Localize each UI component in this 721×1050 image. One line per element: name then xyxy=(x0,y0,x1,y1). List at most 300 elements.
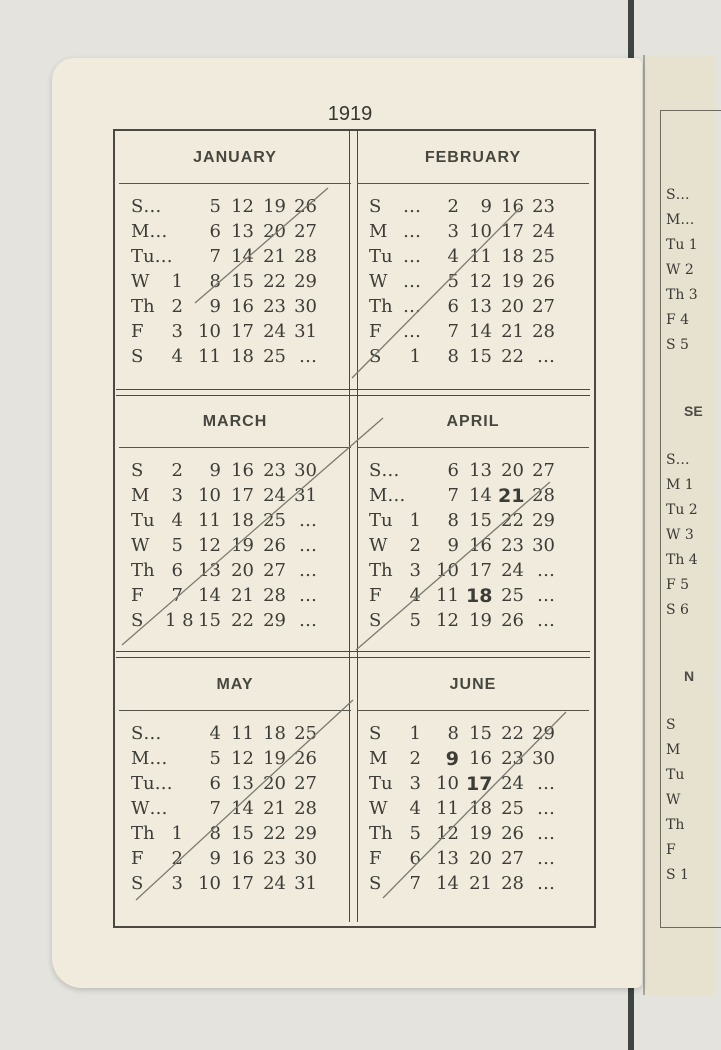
date-cell: 18 xyxy=(501,246,524,267)
date-cell: … xyxy=(537,560,555,581)
date-cell: 13 xyxy=(231,221,254,242)
date-cell: 22 xyxy=(263,271,286,292)
weekday-label: F xyxy=(131,848,144,869)
date-cell: 14 xyxy=(469,321,492,342)
date-cell: 7 xyxy=(209,246,221,267)
month-rule xyxy=(119,710,351,711)
date-cell: 19 xyxy=(231,535,254,556)
next-page-row: Tu xyxy=(666,767,685,783)
month-rule xyxy=(119,183,351,184)
month-may xyxy=(117,658,353,920)
date-cell: 25 xyxy=(501,585,524,606)
weekday-label: M xyxy=(131,485,150,506)
date-cell: … xyxy=(299,610,317,631)
weekday-row xyxy=(369,723,589,748)
date-cell: 14 xyxy=(198,585,221,606)
date-cell: 19 xyxy=(263,196,286,217)
page-title: 1919 xyxy=(327,103,373,125)
date-cell: 13 xyxy=(198,560,221,581)
date-cell: … xyxy=(299,510,317,531)
next-page-row: Tu 1 xyxy=(666,237,698,253)
date-cell: 12 xyxy=(436,610,459,631)
date-cell: 29 xyxy=(294,271,317,292)
weekday-row xyxy=(131,848,351,873)
date-cell: 15 xyxy=(231,823,254,844)
weekday-label: S… xyxy=(131,196,162,217)
date-cell: 7 xyxy=(447,485,459,506)
weekday-label: Th xyxy=(369,823,393,844)
date-cell: 21 xyxy=(498,485,525,507)
date-cell: 15 xyxy=(469,723,492,744)
date-cell: 24 xyxy=(263,873,286,894)
date-cell: 5 xyxy=(409,823,421,844)
date-cell: … xyxy=(537,823,555,844)
date-cell: … xyxy=(299,535,317,556)
weekday-row xyxy=(131,723,351,748)
date-cell: … xyxy=(403,246,421,267)
date-cell: 30 xyxy=(294,848,317,869)
date-cell: … xyxy=(537,346,555,367)
date-cell: 22 xyxy=(263,823,286,844)
weekday-row xyxy=(131,246,351,271)
weekday-label: Th xyxy=(369,560,393,581)
date-cell: 5 xyxy=(209,196,221,217)
weekday-label: Th xyxy=(131,296,155,317)
weekday-label: Tu xyxy=(369,510,393,531)
weekday-label: S xyxy=(369,346,382,367)
date-cell: 27 xyxy=(532,460,555,481)
weekday-row xyxy=(131,873,351,898)
date-cell: 16 xyxy=(231,460,254,481)
weekday-row xyxy=(369,773,589,798)
date-cell: 3 xyxy=(447,221,459,242)
date-cell: 28 xyxy=(532,485,555,506)
date-cell: 20 xyxy=(501,296,524,317)
date-cell: … xyxy=(537,848,555,869)
date-cell: 7 xyxy=(409,873,421,894)
date-cell: 18 xyxy=(263,723,286,744)
weekday-label: Th xyxy=(369,296,393,317)
date-cell: 5 xyxy=(447,271,459,292)
weekday-label: Tu… xyxy=(131,246,173,267)
date-cell: 26 xyxy=(294,196,317,217)
date-cell: 2 xyxy=(447,196,459,217)
date-cell: 26 xyxy=(263,535,286,556)
weekday-row xyxy=(369,460,589,485)
date-cell: … xyxy=(537,585,555,606)
date-cell: 24 xyxy=(501,773,524,794)
date-cell: 30 xyxy=(532,535,555,556)
date-cell: 28 xyxy=(263,585,286,606)
weekday-label: S… xyxy=(369,460,400,481)
weekday-label: Tu xyxy=(131,510,155,531)
weekday-label: W xyxy=(131,271,150,292)
date-cell: 21 xyxy=(263,246,286,267)
date-cell: 25 xyxy=(263,346,286,367)
date-cell: 29 xyxy=(294,823,317,844)
next-page-row: Th 3 xyxy=(666,287,698,303)
weekday-row xyxy=(131,510,351,535)
weekday-label: Tu xyxy=(369,246,393,267)
weekday-label: W xyxy=(131,535,150,556)
weekday-label: S xyxy=(369,610,382,631)
next-page-row: S… xyxy=(666,187,690,203)
date-cell: 4 xyxy=(171,346,183,367)
date-cell: … xyxy=(537,773,555,794)
date-cell: 8 xyxy=(209,271,221,292)
date-cell: 7 xyxy=(209,798,221,819)
date-cell: 6 xyxy=(209,773,221,794)
date-cell: 2 xyxy=(409,748,421,769)
date-cell: 10 xyxy=(436,560,459,581)
date-cell: 6 xyxy=(409,848,421,869)
weekday-row xyxy=(369,246,589,271)
weekday-row xyxy=(369,748,589,773)
next-page-row: F xyxy=(666,842,676,858)
date-cell: 11 xyxy=(436,585,459,606)
date-cell: 8 xyxy=(447,510,459,531)
month-rule xyxy=(119,447,351,448)
date-cell: 30 xyxy=(532,748,555,769)
month-rule xyxy=(357,447,589,448)
date-cell: 14 xyxy=(231,246,254,267)
weekday-row xyxy=(369,610,589,635)
date-cell: 16 xyxy=(231,848,254,869)
weekday-row xyxy=(131,585,351,610)
weekday-row xyxy=(131,346,351,371)
weekday-label: Tu xyxy=(369,773,393,794)
date-cell: 16 xyxy=(501,196,524,217)
next-page-row: S 5 xyxy=(666,337,689,353)
date-cell: 9 xyxy=(480,196,492,217)
weekday-row xyxy=(369,873,589,898)
date-cell: 10 xyxy=(198,485,221,506)
date-cell: 5 xyxy=(171,535,183,556)
date-cell: 27 xyxy=(294,221,317,242)
date-cell: 29 xyxy=(263,610,286,631)
date-cell: … xyxy=(403,296,421,317)
date-cell: 20 xyxy=(263,773,286,794)
date-cell: 11 xyxy=(231,723,254,744)
date-cell: 29 xyxy=(532,510,555,531)
weekday-label: S xyxy=(369,873,382,894)
weekday-row xyxy=(369,535,589,560)
date-cell: 18 xyxy=(231,346,254,367)
weekday-label: W… xyxy=(131,798,168,819)
date-cell: 15 xyxy=(231,271,254,292)
date-cell: 3 xyxy=(409,773,421,794)
date-cell: 21 xyxy=(263,798,286,819)
date-cell: … xyxy=(299,585,317,606)
weekday-label: F xyxy=(131,585,144,606)
date-cell: 30 xyxy=(294,296,317,317)
month-name: MARCH xyxy=(202,413,268,430)
weekday-row xyxy=(369,585,589,610)
month-june xyxy=(355,658,591,920)
date-cell: 14 xyxy=(231,798,254,819)
weekday-row xyxy=(369,221,589,246)
date-cell: 28 xyxy=(532,321,555,342)
date-cell: 1 xyxy=(409,723,421,744)
weekday-row xyxy=(369,798,589,823)
date-cell: 22 xyxy=(501,346,524,367)
date-cell: 14 xyxy=(436,873,459,894)
date-cell: 19 xyxy=(263,748,286,769)
date-cell: 30 xyxy=(294,460,317,481)
next-page-row: S… xyxy=(666,452,690,468)
date-cell: 21 xyxy=(231,585,254,606)
date-cell: 9 xyxy=(209,848,221,869)
date-cell: 18 xyxy=(466,585,493,607)
date-cell: 23 xyxy=(263,460,286,481)
date-cell: 3 xyxy=(409,560,421,581)
date-cell: 4 xyxy=(171,510,183,531)
date-cell: 17 xyxy=(231,873,254,894)
date-cell: 20 xyxy=(501,460,524,481)
date-cell: 8 xyxy=(447,723,459,744)
date-cell: 11 xyxy=(436,798,459,819)
date-cell: 19 xyxy=(501,271,524,292)
weekday-label: M… xyxy=(369,485,406,506)
date-cell: … xyxy=(299,560,317,581)
date-cell: 24 xyxy=(263,321,286,342)
weekday-label: Tu… xyxy=(131,773,173,794)
date-cell: 15 xyxy=(469,510,492,531)
date-cell: 31 xyxy=(294,321,317,342)
date-cell: 25 xyxy=(501,798,524,819)
date-cell: 22 xyxy=(231,610,254,631)
weekday-row xyxy=(131,321,351,346)
date-cell: 31 xyxy=(294,873,317,894)
date-cell: 29 xyxy=(532,723,555,744)
date-cell: 10 xyxy=(198,321,221,342)
next-page-row: Th 4 xyxy=(666,552,698,568)
date-cell: 9 xyxy=(445,748,459,770)
weekday-label: F xyxy=(369,848,382,869)
date-cell: 8 xyxy=(447,346,459,367)
date-cell: 24 xyxy=(501,560,524,581)
weekday-row xyxy=(369,823,589,848)
date-cell: 17 xyxy=(231,321,254,342)
weekday-row xyxy=(369,485,589,510)
weekday-row xyxy=(131,296,351,321)
month-april xyxy=(355,395,591,657)
weekday-label: M… xyxy=(131,748,168,769)
date-cell: 22 xyxy=(501,510,524,531)
date-cell: 16 xyxy=(469,748,492,769)
weekday-row xyxy=(369,321,589,346)
date-cell: 19 xyxy=(469,823,492,844)
weekday-label: W xyxy=(369,535,388,556)
month-rule xyxy=(357,183,589,184)
weekday-label: W xyxy=(369,798,388,819)
next-page-row: W xyxy=(666,792,681,808)
weekday-row xyxy=(131,221,351,246)
date-cell: 28 xyxy=(294,798,317,819)
date-cell: 13 xyxy=(469,296,492,317)
date-cell: 6 xyxy=(447,460,459,481)
weekday-label: S… xyxy=(131,723,162,744)
date-cell: … xyxy=(403,221,421,242)
date-cell: 6 xyxy=(447,296,459,317)
date-cell: 12 xyxy=(231,196,254,217)
date-cell: 28 xyxy=(501,873,524,894)
date-cell: 7 xyxy=(171,585,183,606)
date-cell: 12 xyxy=(198,535,221,556)
next-page-row: S 1 xyxy=(666,867,689,883)
next-page-row: W 3 xyxy=(666,527,694,543)
date-cell: 20 xyxy=(263,221,286,242)
weekday-row xyxy=(369,510,589,535)
date-cell: 14 xyxy=(469,485,492,506)
date-cell: 23 xyxy=(501,748,524,769)
date-cell: 20 xyxy=(469,848,492,869)
date-cell: 3 xyxy=(171,873,183,894)
date-cell: 3 xyxy=(171,321,183,342)
date-cell: 9 xyxy=(209,460,221,481)
date-cell: 4 xyxy=(409,798,421,819)
date-cell: … xyxy=(537,610,555,631)
weekday-row xyxy=(131,196,351,221)
month-name: FEBRUARY xyxy=(424,149,522,166)
weekday-label: S xyxy=(131,460,144,481)
next-page-row: S xyxy=(666,717,676,733)
next-page-month-name: N xyxy=(684,668,695,684)
next-page-row: Th xyxy=(666,817,685,833)
date-cell: 11 xyxy=(198,346,221,367)
weekday-row xyxy=(131,748,351,773)
weekday-row xyxy=(369,346,589,371)
date-cell: 4 xyxy=(209,723,221,744)
weekday-row xyxy=(131,271,351,296)
date-cell: 26 xyxy=(501,823,524,844)
date-cell: 17 xyxy=(466,773,493,795)
weekday-label: M… xyxy=(131,221,168,242)
date-cell: 11 xyxy=(198,510,221,531)
date-cell: 21 xyxy=(501,321,524,342)
date-cell: 23 xyxy=(501,535,524,556)
date-cell: 25 xyxy=(532,246,555,267)
date-cell: 27 xyxy=(294,773,317,794)
date-cell: 27 xyxy=(532,296,555,317)
next-page-row: M xyxy=(666,742,681,758)
date-cell: … xyxy=(403,196,421,217)
month-january xyxy=(117,131,353,393)
date-cell: 5 xyxy=(409,610,421,631)
date-cell: 24 xyxy=(263,485,286,506)
date-cell: 26 xyxy=(294,748,317,769)
date-cell: 25 xyxy=(263,510,286,531)
date-cell: 16 xyxy=(469,535,492,556)
date-cell: 27 xyxy=(501,848,524,869)
date-cell: 21 xyxy=(469,873,492,894)
date-cell: 1 xyxy=(171,271,183,292)
weekday-label: S xyxy=(131,610,144,631)
date-cell: 6 xyxy=(171,560,183,581)
date-cell: 10 xyxy=(198,873,221,894)
weekday-label: S xyxy=(369,723,382,744)
weekday-row xyxy=(131,460,351,485)
date-cell: 11 xyxy=(469,246,492,267)
date-cell: 23 xyxy=(263,296,286,317)
date-cell: 2 xyxy=(409,535,421,556)
weekday-row xyxy=(131,798,351,823)
date-cell: 27 xyxy=(263,560,286,581)
date-cell: 17 xyxy=(469,560,492,581)
weekday-row xyxy=(369,271,589,296)
month-february xyxy=(355,131,591,393)
weekday-row xyxy=(131,485,351,510)
month-name: MAY xyxy=(216,676,254,693)
weekday-row xyxy=(131,823,351,848)
date-cell: 9 xyxy=(447,535,459,556)
date-cell: 23 xyxy=(532,196,555,217)
weekday-label: Th xyxy=(131,823,155,844)
date-cell: 12 xyxy=(436,823,459,844)
date-cell: 18 xyxy=(231,510,254,531)
date-cell: 3 xyxy=(171,485,183,506)
date-cell: 28 xyxy=(294,246,317,267)
date-cell: 31 xyxy=(294,485,317,506)
weekday-label: F xyxy=(131,321,144,342)
date-cell: 2 xyxy=(171,848,183,869)
date-cell: 1 xyxy=(171,823,183,844)
next-page-month-name: SE xyxy=(684,403,703,419)
next-page-row: F 4 xyxy=(666,312,690,328)
date-cell: 16 xyxy=(231,296,254,317)
date-cell: 22 xyxy=(501,723,524,744)
weekday-row xyxy=(369,196,589,221)
month-rule xyxy=(357,710,589,711)
month-name: JUNE xyxy=(449,676,497,693)
month-name: JANUARY xyxy=(193,149,277,166)
date-cell: 13 xyxy=(436,848,459,869)
date-cell: 2 xyxy=(171,460,183,481)
month-name: APRIL xyxy=(446,413,500,430)
date-cell: … xyxy=(537,873,555,894)
next-page-row: W 2 xyxy=(666,262,694,278)
date-cell: 24 xyxy=(532,221,555,242)
date-cell: 26 xyxy=(501,610,524,631)
weekday-row xyxy=(131,773,351,798)
weekday-label: F xyxy=(369,321,382,342)
date-cell: 5 xyxy=(209,748,221,769)
date-cell: 1 xyxy=(409,510,421,531)
date-cell: 10 xyxy=(469,221,492,242)
weekday-label: F xyxy=(369,585,382,606)
date-cell: … xyxy=(299,346,317,367)
date-cell: 9 xyxy=(209,296,221,317)
date-cell: … xyxy=(403,271,421,292)
date-cell: 4 xyxy=(447,246,459,267)
weekday-label: W xyxy=(369,271,388,292)
next-page-row: S 6 xyxy=(666,602,689,618)
next-page-row: M… xyxy=(666,212,695,228)
weekday-label: Th xyxy=(131,560,155,581)
weekday-row xyxy=(131,560,351,585)
weekday-label: S xyxy=(131,346,144,367)
weekday-row xyxy=(369,848,589,873)
weekday-label: M xyxy=(369,221,388,242)
date-cell: 17 xyxy=(231,485,254,506)
month-march xyxy=(117,395,353,657)
weekday-label: S xyxy=(369,196,382,217)
weekday-row xyxy=(369,560,589,585)
weekday-row xyxy=(369,296,589,321)
date-cell: … xyxy=(403,321,421,342)
date-cell: 15 xyxy=(469,346,492,367)
date-cell: 20 xyxy=(231,560,254,581)
